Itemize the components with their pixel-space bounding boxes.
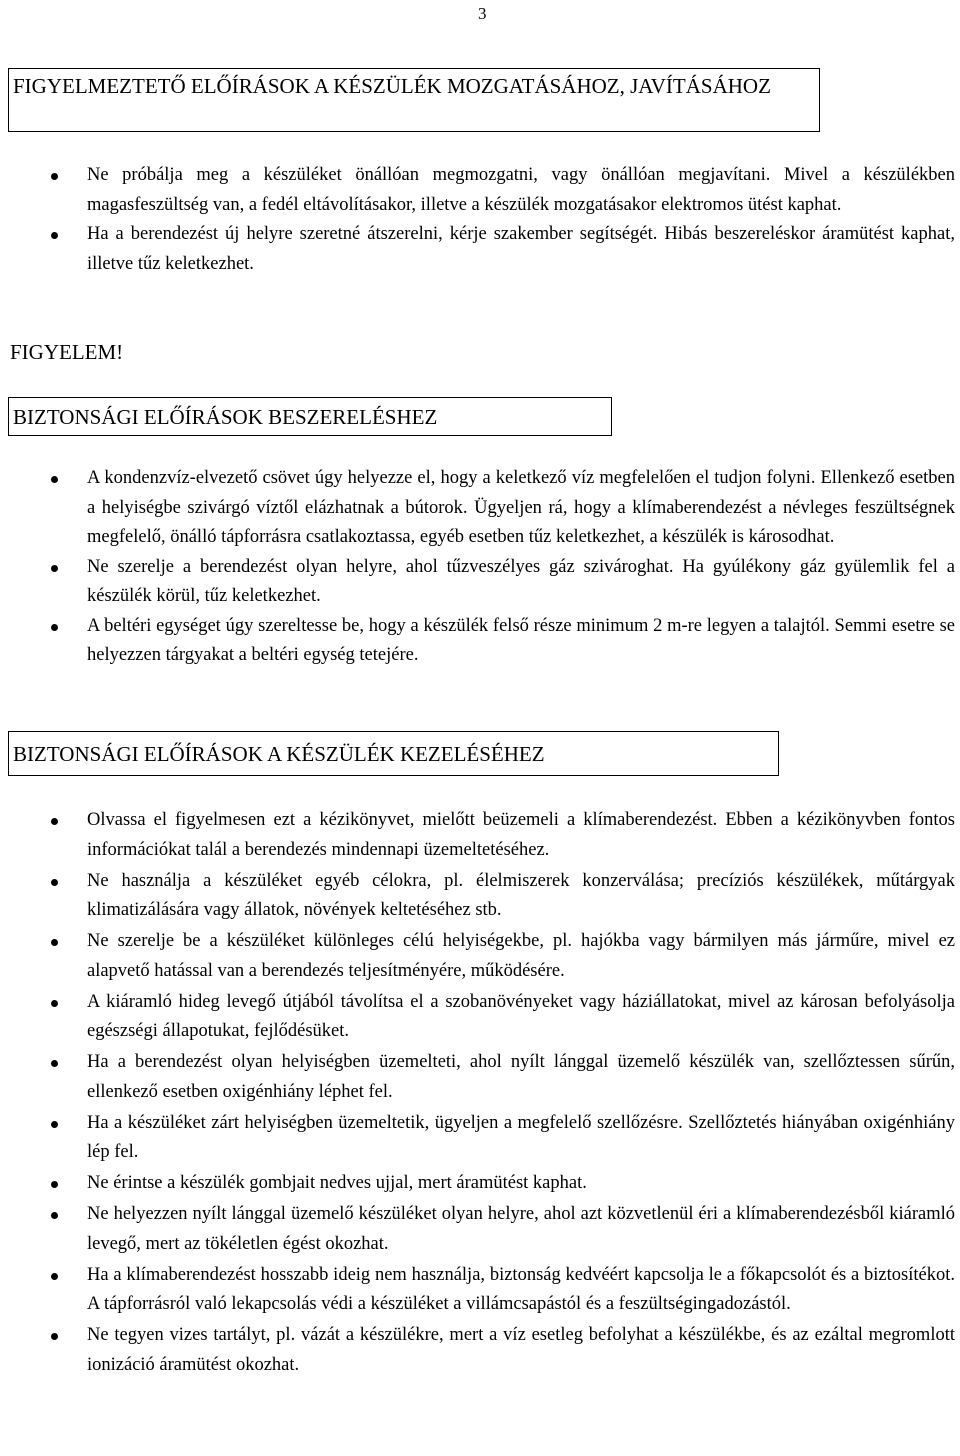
bullet-icon — [51, 1060, 58, 1067]
list-item — [0, 867, 960, 926]
list-item-text: Olvassa el figyelmesen ezt a kézikönyvet, mielőtt beüzemeli a klímaberendezést. Ebben a kézikönyvben fontos információkat talál a berendezés mindennapi üzemeltetéséhez. — [87, 810, 955, 860]
list-item-text: Ha a berendezést új helyre szeretné átszerelni, kérje szakember segítségét. Hibás beszereléskor áramütést kaphat, illetve tűz keletkezhet. — [87, 224, 955, 274]
list-item — [0, 1200, 960, 1259]
list-item — [0, 1321, 960, 1380]
list-item-text: Ne szerelje a berendezést olyan helyre, ahol tűzveszélyes gáz szivároghat. Ha gyúlékony gáz gyülemlik fel a készülék körül, tűz keletkezhet. — [87, 556, 955, 606]
bullet-list-installation — [0, 464, 960, 671]
list-item — [0, 464, 960, 553]
section-heading-installation: BIZTONSÁGI ELŐÍRÁSOK BESZERELÉSHEZ — [8, 397, 612, 436]
bullet-list-operation — [0, 806, 960, 1382]
list-item — [0, 1261, 960, 1320]
list-item-text: A beltéri egységet úgy szereltesse be, hogy a készülék felső része minimum 2 m-re legyen a talajtól. Semmi esetre se helyezzen tárgyakat a beltéri egység tetejére. — [87, 615, 955, 665]
list-item — [0, 988, 960, 1047]
bullet-icon — [51, 939, 58, 946]
page-number: 3 — [478, 4, 487, 23]
bullet-icon — [51, 1181, 58, 1188]
section-heading-operation: BIZTONSÁGI ELŐÍRÁSOK A KÉSZÜLÉK KEZELÉSÉHEZ — [8, 731, 779, 776]
bullet-icon — [51, 624, 58, 631]
list-item-text: A kondenzvíz-elvezető csövet úgy helyezze el, hogy a keletkező víz megfelelően el tudjon folyni. Ellenkező esetben a helyiségbe szivárgó víztől elázhatnak a bútorok. Ügyeljen rá, hogy a klímaberendezést a névleges feszültségnek megfelelő, önálló tápforrásra csatlakoztassa, egyéb esetben tűz keletkezhet, a készülék is károsodhat. — [87, 468, 955, 547]
bullet-icon — [51, 232, 58, 239]
bullet-icon — [51, 1273, 58, 1280]
list-item — [0, 220, 960, 279]
bullet-list-moving-repair — [0, 161, 960, 279]
list-item-text: Ne helyezzen nyílt lánggal üzemelő készüléket olyan helyre, ahol azt közvetlenül éri a klímaberendezésből kiáramló levegő, mert az tökéletlen égést okozhat. — [87, 1204, 955, 1254]
bullet-icon — [51, 1212, 58, 1219]
section-heading-moving-repair: FIGYELMEZTETŐ ELŐÍRÁSOK A KÉSZÜLÉK MOZGATÁSÁHOZ, JAVÍTÁSÁHOZ — [8, 68, 820, 132]
warning-heading: FIGYELEM! — [10, 340, 124, 364]
list-item-text: Ne tegyen vizes tartályt, pl. vázát a készülékre, mert a víz esetleg befolyhat a készülékbe, és az ezáltal megromlott ionizáció áramütést okozhat. — [87, 1325, 955, 1375]
list-item-text: Ha a berendezést olyan helyiségben üzemelteti, ahol nyílt lánggal üzemelő készülék van, szellőztessen sűrűn, ellenkező esetben oxigénhiány léphet fel. — [87, 1052, 955, 1102]
bullet-icon — [51, 476, 58, 483]
bullet-icon — [51, 565, 58, 572]
bullet-icon — [51, 173, 58, 180]
list-item — [0, 1169, 960, 1199]
list-item-text: Ha a klímaberendezést hosszabb ideig nem használja, biztonság kedvéért kapcsolja le a főkapcsolót és a biztosítékot. A tápforrásról való lekapcsolás védi a készüléket a villámcsapástól és a feszültségingadozástól. — [87, 1264, 955, 1314]
list-item — [0, 612, 960, 671]
list-item — [0, 553, 960, 612]
list-item — [0, 1048, 960, 1107]
bullet-icon — [51, 1333, 58, 1340]
list-item — [0, 161, 960, 220]
bullet-icon — [51, 1000, 58, 1007]
list-item-text: A kiáramló hideg levegő útjából távolítsa el a szobanövényeket vagy háziállatokat, mivel az károsan befolyásolja egészségi állapotukat, fejlődésüket. — [87, 991, 955, 1041]
list-item — [0, 927, 960, 986]
list-item — [0, 806, 960, 865]
list-item-text: Ne érintse a készülék gombjait nedves ujjal, mert áramütést kaphat. — [87, 1173, 587, 1193]
bullet-icon — [51, 879, 58, 886]
bullet-icon — [51, 1121, 58, 1128]
list-item-text: Ne szerelje be a készüléket különleges célú helyiségekbe, pl. hajókba vagy bármilyen más járműre, mivel ez alapvető hatással van a berendezés teljesítményére, működésére. — [87, 931, 955, 981]
list-item — [0, 1109, 960, 1168]
bullet-icon — [51, 818, 58, 825]
list-item-text: Ne próbálja meg a készüléket önállóan megmozgatni, vagy önállóan megjavítani. Mivel a készülékben magasfeszültség van, a fedél eltávolításakor, illetve a készülék mozgatásakor elektromos ütést kaphat. — [87, 165, 955, 215]
list-item-text: Ha a készüléket zárt helyiségben üzemeltetik, ügyeljen a megfelelő szellőzésre. Szellőztetés hiányában oxigénhiány lép fel. — [87, 1112, 955, 1162]
list-item-text: Ne használja a készüléket egyéb célokra, pl. élelmiszerek konzerválása; precíziós készülékek, műtárgyak klimatizálására vagy állatok, növények keltetéséhez stb. — [87, 870, 955, 920]
